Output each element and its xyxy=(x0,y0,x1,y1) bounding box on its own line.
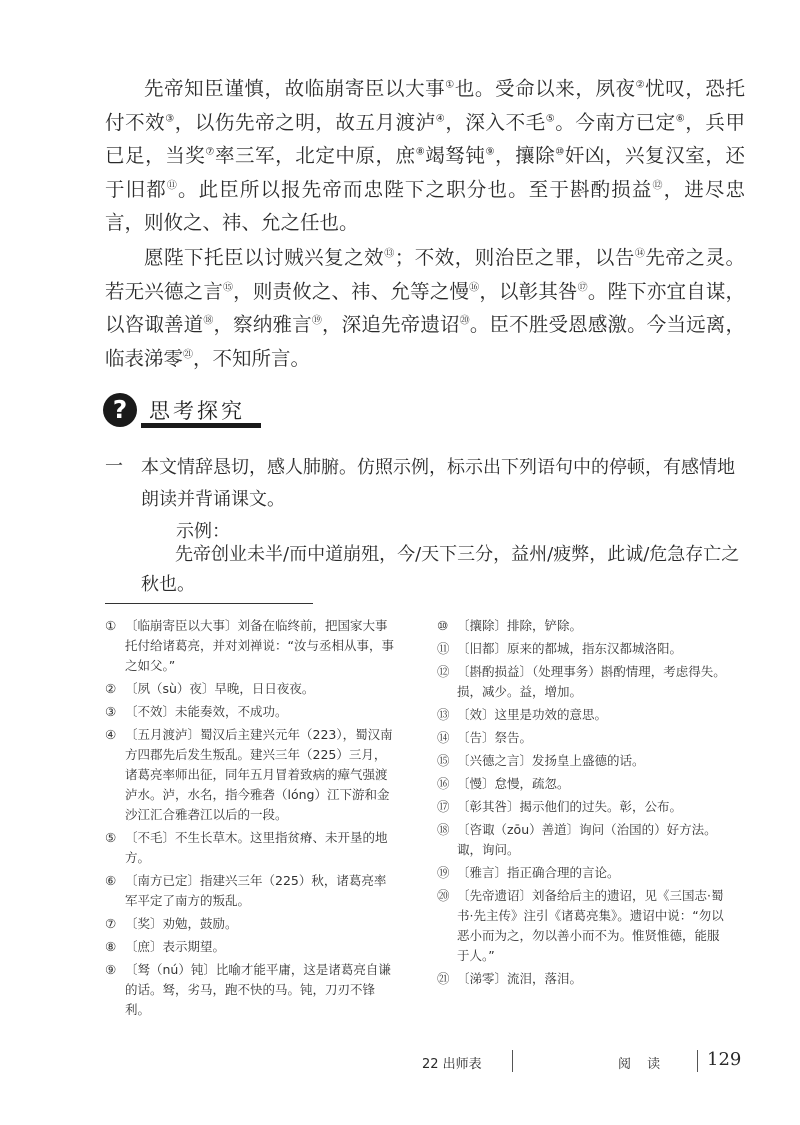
footnote-marker: ⑬ xyxy=(384,248,395,260)
footnote-marker: ③ xyxy=(165,113,175,124)
example-text: 先帝创业未半/而中道崩殂，今/天下三分，益州/疲弊，此诚/危急存亡之秋也。 xyxy=(141,544,740,595)
footnote-item xyxy=(105,828,395,868)
footnote-item xyxy=(437,616,727,636)
footnote-item xyxy=(437,705,727,725)
footnote-item xyxy=(437,662,727,702)
footnote-marker: ⑮ xyxy=(223,282,234,293)
footnote-item xyxy=(105,937,395,957)
footnote-number: ⑤ xyxy=(105,830,117,845)
footnote-marker: ⑨ xyxy=(485,146,496,158)
footnote-text: 〔五月渡泸〕蜀汉后主建兴元年（223），蜀汉南方四郡先后发生叛乱。建兴三年（225）三月，诸葛亮率师出征，同年五月冒着致病的瘴气强渡泸水。泸，水名，指今雅砻（lóng）江下游和金沙江汇合雅砻江以后的一段。 xyxy=(125,727,393,822)
footnote-item xyxy=(105,679,395,699)
footnote-text: 〔庶〕表示期望。 xyxy=(125,939,226,954)
footnote-number: ㉑ xyxy=(437,971,450,986)
footnote-number: ⑬ xyxy=(437,707,450,722)
footnotes-left-column xyxy=(105,616,395,1023)
footnote-text: 〔不效〕未能奏效，不成功。 xyxy=(125,704,288,719)
footnote-number: ⑭ xyxy=(437,730,450,745)
footnote-text: 〔驽（nú）钝〕比喻才能平庸，这是诸葛亮自谦的话。驽，劣马，跑不快的马。钝，刀刃不锋利。 xyxy=(125,962,391,1017)
footnote-number: ③ xyxy=(105,704,117,719)
footnote-text: 〔涕零〕流泪，落泪。 xyxy=(457,971,583,986)
footnote-number: ⑫ xyxy=(437,664,450,679)
footnote-number: ⑰ xyxy=(437,799,450,814)
footnote-text: 〔慢〕怠慢，疏忽。 xyxy=(457,776,570,791)
footnote-item xyxy=(105,960,395,1020)
question-icon: ? xyxy=(103,393,137,427)
footnote-marker: ⑪ xyxy=(166,180,179,191)
section-underline xyxy=(141,423,261,428)
paragraph-1: 先帝知臣谨慎，故临崩寄臣以大事①也。受命以来，夙夜②忧叹，恐托付不效③，以伤先帝之明，故五月渡泸④，深入不毛⑤。今南方已定⑥，兵甲已足，当奖⑦率三军，北定中原，庶⑧竭驽钝⑨，攘除⑩奸凶，兴复汉室，还于旧都⑪。此臣所以报先帝而忠陛下之职分也。至于斟酌损益⑫，进尽忠言，则攸之、祎、允之任也。 xyxy=(105,77,745,234)
footnote-item xyxy=(105,702,395,722)
footnote-number: ⑦ xyxy=(105,916,117,931)
footnote-number: ⑩ xyxy=(437,618,449,633)
footnote-text: 〔临崩寄臣以大事〕刘备在临终前，把国家大事托付给诸葛亮，并对刘禅说：“汝与丞相从事，事之如父。” xyxy=(125,618,394,673)
footnote-marker: ④ xyxy=(435,113,446,124)
footnote-number: ⑥ xyxy=(105,873,117,888)
footnote-text: 〔夙（sù）夜〕早晚，日日夜夜。 xyxy=(125,681,315,696)
footnote-item xyxy=(105,914,395,934)
footnote-text: 〔斟酌损益〕（处理事务）斟酌情理，考虑得失。损，减少。益，增加。 xyxy=(457,664,726,699)
footnote-number: ⑪ xyxy=(437,641,450,656)
footnote-marker: ⑦ xyxy=(205,146,215,158)
section-title: 思考探究 xyxy=(149,399,245,423)
footnote-number: ② xyxy=(105,681,117,696)
footnote-rule xyxy=(105,603,313,604)
footnote-number: ⑯ xyxy=(437,776,450,791)
footnote-text: 〔兴德之言〕发扬皇上盛德的话。 xyxy=(457,753,645,768)
page-number: 129 xyxy=(707,1049,742,1070)
footnote-text: 〔告〕祭告。 xyxy=(457,730,533,745)
footnote-number: ⑲ xyxy=(437,865,450,880)
footnote-item xyxy=(105,616,395,676)
footnote-text: 〔彰其咎〕揭示他们的过失。彰，公布。 xyxy=(457,799,683,814)
footer-divider xyxy=(512,1050,513,1072)
footnote-number: ⑱ xyxy=(437,822,450,837)
footnote-number: ④ xyxy=(105,727,117,742)
footnote-marker: ⑥ xyxy=(675,113,686,124)
footnote-text: 〔咨诹（zōu）善道〕询问（治国的）好方法。诹，询问。 xyxy=(457,822,717,857)
footnote-item xyxy=(105,871,395,911)
footnote-item xyxy=(437,774,727,794)
question-text: 本文情辞恳切，感人肺腑。仿照示例，标示出下列语句中的停顿，有感情地朗读并背诵课文。 xyxy=(141,457,735,510)
footnote-number: ⑧ xyxy=(105,939,117,954)
footnote-item xyxy=(437,751,727,771)
footnote-text: 〔先帝遗诏〕刘备给后主的遗诏，见《三国志·蜀书·先主传》注引《诸葛亮集》。遗诏中说：“勿以恶小而为之，勿以善小而不为。惟贤惟德，能服于人。” xyxy=(457,888,724,963)
footnote-marker: ⑯ xyxy=(469,282,480,293)
footnote-number: ⑮ xyxy=(437,753,450,768)
example-label: 示例： xyxy=(176,521,230,542)
footnote-marker: ⑲ xyxy=(311,315,322,327)
footnote-marker: ⑰ xyxy=(577,282,588,293)
footnote-text: 〔旧都〕原来的都城，指东汉都城洛阳。 xyxy=(457,641,683,656)
footnote-number: ⑳ xyxy=(437,888,450,903)
footnote-number: ⑨ xyxy=(105,962,117,977)
footnotes-right-column xyxy=(437,616,727,992)
footnote-item xyxy=(437,728,727,748)
footnote-marker: ⑧ xyxy=(415,146,426,158)
footnote-item xyxy=(437,886,727,966)
footer-lesson: 22 出师表 xyxy=(422,1057,482,1072)
footnote-marker: ⑤ xyxy=(545,113,556,124)
footnote-item xyxy=(437,797,727,817)
footnote-text: 〔雅言〕指正确合理的言论。 xyxy=(457,865,620,880)
paragraph-2: 愿陛下托臣以讨贼兴复之效⑬；不效，则治臣之罪，以告⑭先帝之灵。若无兴德之言⑮，则责攸之、祎、允等之慢⑯，以彰其咎⑰。陛下亦宜自谋，以咨诹善道⑱，察纳雅言⑲，深追先帝遗诏⑳。臣不胜受恩感激。今当远离，临表涕零$^㉑$，不知所言。 xyxy=(105,246,745,370)
footnote-text: 〔不毛〕不生长草木。这里指贫瘠、未开垦的地方。 xyxy=(125,830,388,865)
footnote-number: ① xyxy=(105,618,117,633)
footnote-text: 〔奖〕劝勉，鼓励。 xyxy=(125,916,238,931)
footnote-item xyxy=(437,639,727,659)
section-header xyxy=(103,393,263,429)
footnote-marker: ⑭ xyxy=(634,248,646,260)
footnote-item xyxy=(437,820,727,860)
footnote-marker: ⑳ xyxy=(459,315,470,327)
footnote-text: 〔南方已定〕指建兴三年（225）秋，诸葛亮率军平定了南方的叛乱。 xyxy=(125,873,387,908)
footnote-marker: ⑫ xyxy=(652,180,664,191)
footer-section: 阅 读 xyxy=(618,1057,667,1072)
footnote-item xyxy=(105,725,395,825)
footnote-marker: ㉑ xyxy=(183,349,194,360)
footnote-marker: ⑩ xyxy=(555,146,565,158)
footnote-marker: ⑱ xyxy=(203,315,214,327)
footnote-item xyxy=(437,863,727,883)
footnote-marker: ① xyxy=(445,79,455,91)
footnote-marker: ② xyxy=(635,79,646,91)
footnote-text: 〔效〕这里是功效的意思。 xyxy=(457,707,608,722)
footer-divider xyxy=(697,1050,698,1072)
footnote-item xyxy=(437,969,727,989)
footnote-text: 〔攘除〕排除，铲除。 xyxy=(457,618,583,633)
question-number: 一 xyxy=(105,456,123,477)
